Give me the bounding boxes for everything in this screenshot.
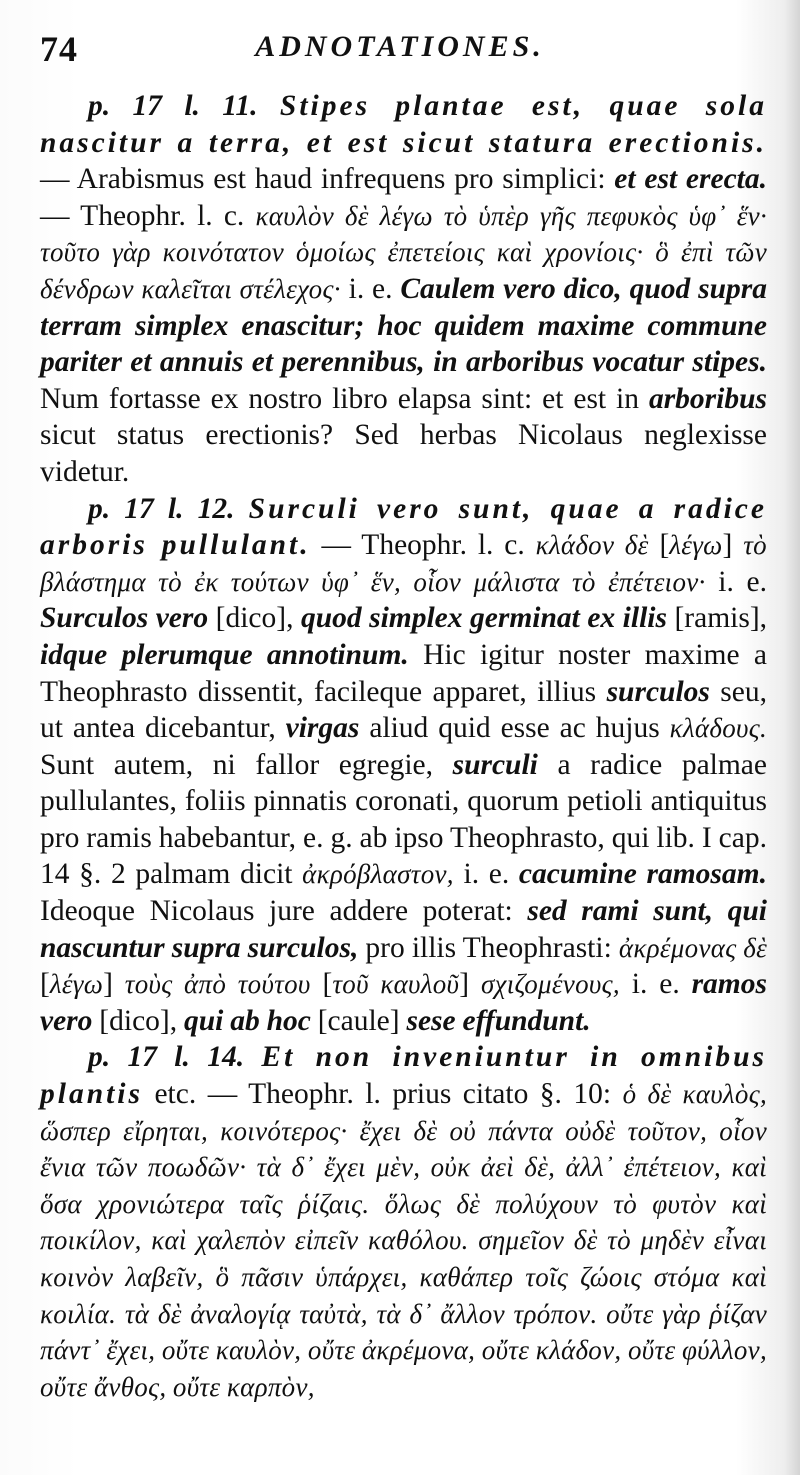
body-text-run: Sunt autem, ni fallor egregie, [40,748,453,781]
body-text-run: seu, ut antea dicebantur, [40,675,767,745]
body-text-run: [ [310,968,333,1001]
emphasized-text-run: ramos vero [40,968,767,1037]
body-text-run: aliud quid esse ac hujus [359,712,670,745]
body-text-run: i. e. [453,858,519,891]
body-text-run: i. e. [340,272,401,305]
greek-text-run: ὁ δὲ καυλὸς, ὥσπερ εἴρηται, κοινότερος· ἔχει δὲ οὐ πάντα οὐδὲ τοῦτον, οἷον ἔνια τῶν ποωδῶν· τὰ δ᾽ ἔχει μὲν, οὐκ ἀεὶ δὲ, ἀλλ᾽ ἐπέτειον, καὶ ὅσα χρονιώτερα ταῖς ῥίζαις. ὅλως δὲ πολύχουν τὸ φυτὸν καὶ ποικίλον, καὶ χαλεπὸν εἰπεῖν καθόλου. σημεῖον δὲ τὸ μηδὲν εἶναι κοινὸν λαβεῖν, ὃ πᾶσιν ὑπάρχει, καθάπερ τοῖς ζώοις στόμα καὶ κοιλία. τὰ δὲ ἀναλογίᾳ ταὐτὰ, τὰ δ᾽ ἄλλον τρόπον. οὔτε γὰρ ῥίζαν πάντ᾽ ἔχει, οὔτε καυλὸν, οὔτε ἀκρέμονα, οὔτε κλάδον, οὔτε φύλλον, οὔτε ἄνθος, οὔτε καρπὸν, [40,1079,768,1402]
body-text [40,88,767,1405]
greek-text-run: τὸ βλάστημα τὸ ἐκ τούτων ὑφ᾽ ἕν, οἷον μάλιστα τὸ ἐπέτειον· [40,530,767,597]
lemma-text-run: Et non inveniuntur in omnibus plantis [40,1041,767,1111]
lemma-text-run: Surculi vero sunt, quae a radice arboris pullulant. [40,492,767,562]
body-text-run: pro illis Theophrasti: [358,931,619,964]
paragraph [40,1039,767,1405]
body-text-run: ] [103,968,125,1001]
paragraph [40,88,767,491]
body-text-run: — Theophr. l. c. [40,199,256,232]
emphasized-text-run: p. 17 l. 11. [88,90,280,122]
greek-text-run: κλάδον δὲ [535,530,649,561]
emphasized-text-run: virgas [285,712,360,745]
lemma-text-run: Stipes plantae est, quae sola nascitur a terra, et est sicut statura erectionis. [40,90,767,159]
greek-text-run: καυλὸν δὲ λέγω τὸ ὑπὲρ γῆς πεφυκὸς ὑφ᾽ ἕν· τοῦτο γὰρ κοινότατον ὁμοίως ἐπετείοις καὶ χρονίοις· ὃ ἐπὶ τῶν δένδρων καλεῖται στέλεχος· [40,200,767,304]
emphasized-text-run: Surculos vero [40,602,209,635]
greek-text-run: κλάδους. [669,713,767,744]
emphasized-text-run: surculos [606,675,710,708]
emphasized-text-run: quod simplex germinat ex illis [300,602,667,635]
body-text-run: i. e. [619,968,692,1001]
emphasized-text-run: Caulem vero dico, quod supra terram simplex enascitur; hoc quidem maxime commune pariter et annuis et perennibus, in arboribus vocatur stipes. [40,272,767,379]
body-text-run: [ [648,529,670,562]
page-number: 74 [40,29,78,69]
body-text-run: sicut status erectionis? Sed herbas Nicolaus neglexisse videtur. [40,419,767,488]
emphasized-text-run: et est erecta. [614,163,767,196]
body-text-run: etc. — Theophr. l. prius citato §. 10: [142,1078,623,1111]
emphasized-text-run: p. 17 l. 12. [88,492,249,525]
body-text-run: i. e. [705,565,767,598]
body-text-run: ] [722,529,744,562]
emphasized-text-run: cacumine ramosam. [518,858,767,891]
body-text-run: ] [459,968,481,1001]
greek-text-run: σχιζομένους, [480,969,620,1000]
body-text-run: [dico], [92,1004,184,1037]
body-text-run: — Arabismus est haud infrequens pro simplici: [40,163,615,196]
body-text-run: a radice palmae pullulantes, foliis pinnatis coronati, quorum petioli antiquitus pro ramis habebantur, e. g. ab ipso Theophrasto, qui lib. I cap. 14 §. 2 palmam dicit [40,748,767,891]
body-text-run: — Theophr. l. c. [310,529,536,562]
paragraph [40,491,767,1040]
body-text-run: Num fortasse ex nostro libro elapsa sint: et est in [40,382,649,415]
body-text-run: Hic igitur noster maxime a Theophrasto dissentit, facileque apparet, illius [40,638,767,708]
body-text-run: [ramis], [666,602,768,635]
greek-text-run: τοῦ καυλοῦ [332,969,460,1000]
running-title: ADNOTATIONES. [255,30,545,63]
greek-text-run: ἀκρέμονας δὲ [618,932,768,963]
emphasized-text-run: qui ab hoc [183,1004,311,1037]
emphasized-text-run: arboribus [648,382,767,415]
body-text-run: [caule] [310,1004,407,1037]
body-text-run: [dico], [208,602,301,635]
greek-text-run: ἀκρόβλαστον, [302,859,454,890]
emphasized-text-run: sed rami sunt, qui nascuntur supra surculos, [40,895,767,964]
emphasized-text-run: idque plerumque annotinum. [40,638,409,671]
body-text-run: Ideoque Nicolaus jure addere poterat: [40,895,528,928]
page-header [40,28,760,72]
greek-text-run: τοὺς ἀπὸ τούτου [124,969,311,1000]
emphasized-text-run: p. 17 l. 14. [88,1041,262,1074]
body-text-run: [ [40,968,50,1001]
emphasized-text-run: sese effundunt. [406,1004,591,1037]
greek-text-run: λέγω [49,969,104,1000]
emphasized-text-run: surculi [452,748,538,781]
greek-text-run: λέγω [669,530,723,561]
